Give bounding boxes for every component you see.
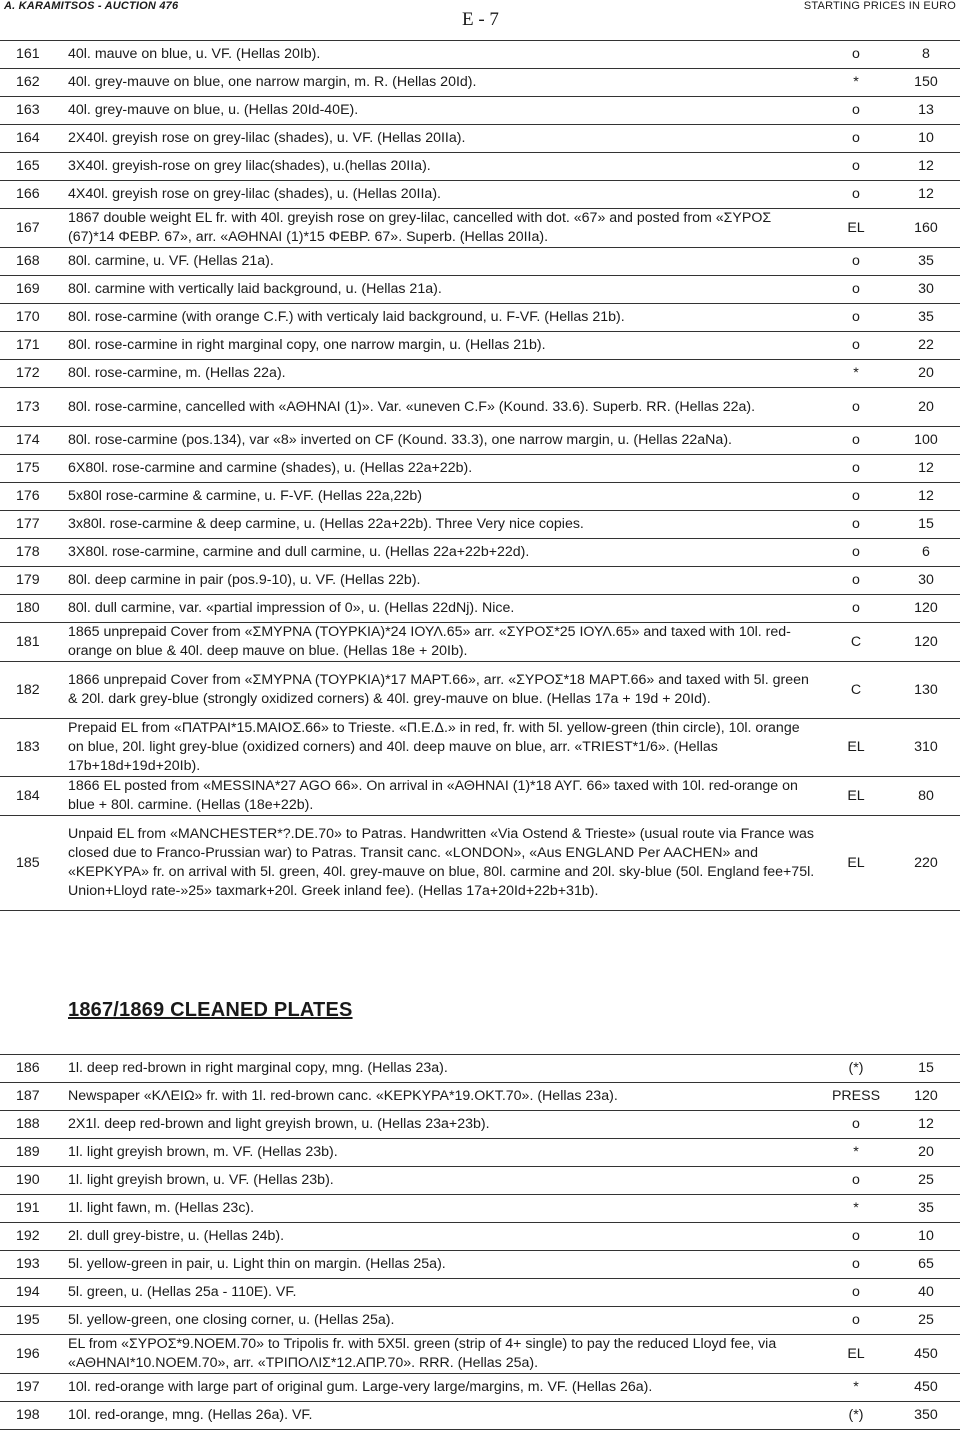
- lot-condition: C: [828, 623, 884, 662]
- lots-table-top: [0, 40, 960, 911]
- lot-number: 197: [0, 1374, 68, 1402]
- lot-description: 80l. rose-carmine (with orange C.F.) with verticaly laid background, u. F-VF. (Hellas 21b).: [68, 304, 828, 332]
- lot-description: 4X40l. greyish rose on grey-lilac (shades), u. (Hellas 20IIa).: [68, 181, 828, 209]
- lot-price: 6: [884, 539, 960, 567]
- table-row: [0, 153, 960, 181]
- lot-number: 186: [0, 1055, 68, 1083]
- table-row: [0, 719, 960, 777]
- section-title: 1867/1869 CLEANED PLATES: [68, 999, 353, 1021]
- lot-price: 130: [884, 662, 960, 719]
- table-row: [0, 1055, 960, 1083]
- lot-number: 166: [0, 181, 68, 209]
- lot-number: 183: [0, 719, 68, 777]
- lot-number: 172: [0, 360, 68, 388]
- table-row: [0, 1195, 960, 1223]
- lot-price: 10: [884, 1223, 960, 1251]
- lot-description: 40l. mauve on blue, u. VF. (Hellas 20Ib).: [68, 41, 828, 69]
- lot-number: 185: [0, 816, 68, 911]
- lot-condition: o: [828, 97, 884, 125]
- lot-condition: o: [828, 455, 884, 483]
- lot-price: 150: [884, 69, 960, 97]
- table-row: [0, 511, 960, 539]
- table-row: [0, 97, 960, 125]
- lot-price: 25: [884, 1167, 960, 1195]
- table-row: [0, 1111, 960, 1139]
- lot-condition: o: [828, 153, 884, 181]
- auction-title: A. KARAMITSOS - AUCTION 476: [4, 0, 179, 12]
- lot-description: 1l. light greyish brown, u. VF. (Hellas 23b).: [68, 1167, 828, 1195]
- lot-description: 1l. deep red-brown in right marginal copy, mng. (Hellas 23a).: [68, 1055, 828, 1083]
- lot-price: 220: [884, 816, 960, 911]
- lot-price: 65: [884, 1251, 960, 1279]
- lot-number: 192: [0, 1223, 68, 1251]
- lot-price: 12: [884, 455, 960, 483]
- lot-description: 1866 unprepaid Cover from «ΣΜΥΡΝΑ (ΤΟΥΡΚΙΑ)*17 ΜΑΡΤ.66», arr. «ΣΥΡΟΣ*18 ΜΑΡΤ.66» and taxed with 5l. green & 20l. dark grey-blue (strongly oxidized corners) & 40l. grey-mauve on blue. (Hellas 17a + 19d + 20Id).: [68, 662, 828, 719]
- lot-condition: o: [828, 276, 884, 304]
- lot-number: 191: [0, 1195, 68, 1223]
- lot-number: 175: [0, 455, 68, 483]
- lot-condition: o: [828, 1167, 884, 1195]
- lot-condition: *: [828, 1139, 884, 1167]
- lot-price: 450: [884, 1335, 960, 1374]
- lot-number: 187: [0, 1083, 68, 1111]
- table-row: [0, 1307, 960, 1335]
- lot-condition: o: [828, 304, 884, 332]
- lot-number: 180: [0, 595, 68, 623]
- lot-price: 30: [884, 567, 960, 595]
- table-row: [0, 1167, 960, 1195]
- lot-description: 1l. light fawn, m. (Hellas 23c).: [68, 1195, 828, 1223]
- lot-number: 188: [0, 1111, 68, 1139]
- table-row: [0, 455, 960, 483]
- lot-number: 169: [0, 276, 68, 304]
- lot-condition: o: [828, 41, 884, 69]
- page-number: E - 7: [462, 9, 499, 30]
- lot-condition: o: [828, 539, 884, 567]
- lot-condition: o: [828, 248, 884, 276]
- lot-price: 20: [884, 1139, 960, 1167]
- lot-number: 190: [0, 1167, 68, 1195]
- lot-price: 120: [884, 1083, 960, 1111]
- lot-condition: EL: [828, 1335, 884, 1374]
- lot-number: 176: [0, 483, 68, 511]
- lot-price: 12: [884, 483, 960, 511]
- lot-condition: o: [828, 1251, 884, 1279]
- lot-number: 196: [0, 1335, 68, 1374]
- lot-description: 10l. red-orange with large part of original gum. Large-very large/margins, m. VF. (Hellas 26a).: [68, 1374, 828, 1402]
- lot-condition: C: [828, 662, 884, 719]
- lot-number: 182: [0, 662, 68, 719]
- table-row: [0, 1279, 960, 1307]
- lot-number: 177: [0, 511, 68, 539]
- price-currency-note: STARTING PRICES IN EURO: [803, 0, 956, 12]
- lot-condition: o: [828, 125, 884, 153]
- table-row: [0, 662, 960, 719]
- lot-price: 10: [884, 125, 960, 153]
- lot-number: 184: [0, 777, 68, 816]
- lot-number: 174: [0, 427, 68, 455]
- lot-condition: o: [828, 388, 884, 427]
- table-row: [0, 41, 960, 69]
- lot-description: 10l. red-orange, mng. (Hellas 26a). VF.: [68, 1402, 828, 1430]
- lot-number: 162: [0, 69, 68, 97]
- lot-number: 161: [0, 41, 68, 69]
- lot-description: Unpaid EL from «MANCHESTER*?.DE.70» to Patras. Handwritten «Via Ostend & Trieste» (usual route via France was closed due to Franco-Prussian war) to Patras. Transit canc. «LONDON», «Aus ENGLAND Per AACHEN» and «ΚΕΡΚΥΡΑ» fr. on arrival with 5l. green, 40l. grey-mauve on blue, 80l. carmine and 20l. sky-blue (50l. England fee+75l. Union+Lloyd rate-»25» taxmark+20l. Greek inland fee). (Hellas 17a+20Id+22b+31b).: [68, 816, 828, 911]
- table-row: [0, 209, 960, 248]
- lot-description: 3X80l. rose-carmine, carmine and dull carmine, u. (Hellas 22a+22b+22d).: [68, 539, 828, 567]
- lot-description: Newspaper «ΚΛΕΙΩ» fr. with 1l. red-brown canc. «ΚΕΡΚΥΡΑ*19.ΟΚΤ.70». (Hellas 23a).: [68, 1083, 828, 1111]
- lot-price: 80: [884, 777, 960, 816]
- lot-description: 80l. rose-carmine in right marginal copy, one narrow margin, u. (Hellas 21b).: [68, 332, 828, 360]
- lot-number: 193: [0, 1251, 68, 1279]
- lot-description: 6X80l. rose-carmine and carmine (shades), u. (Hellas 22a+22b).: [68, 455, 828, 483]
- lot-description: 1866 EL posted from «MESSINA*27 AGO 66». On arrival in «ΑΘΗΝΑΙ (1)*18 ΑΥΓ. 66» taxed with 10l. red-orange on blue + 80l. carmine. (Hellas (18e+22b).: [68, 777, 828, 816]
- lot-condition: o: [828, 595, 884, 623]
- lot-description: 80l. dull carmine, var. «partial impression of 0», u. (Hellas 22dNj). Nice.: [68, 595, 828, 623]
- lot-condition: o: [828, 1223, 884, 1251]
- lot-description: 1867 double weight EL fr. with 40l. greyish rose on grey-lilac, cancelled with dot. «67» and posted from «ΣΥΡΟΣ (67)*14 ΦΕΒΡ. 67», arr. «ΑΘΗΝΑΙ (1)*15 ΦΕΒΡ. 67». Superb. (Hellas 20IIa).: [68, 209, 828, 248]
- table-row: [0, 181, 960, 209]
- lot-condition: o: [828, 1111, 884, 1139]
- lot-number: 178: [0, 539, 68, 567]
- lot-description: 5l. green, u. (Hellas 25a - 110E). VF.: [68, 1279, 828, 1307]
- lot-description: 5x80l rose-carmine & carmine, u. F-VF. (Hellas 22a,22b): [68, 483, 828, 511]
- lot-description: 80l. rose-carmine (pos.134), var «8» inverted on CF (Kound. 33.3), one narrow margin, u. (Hellas 22aNa).: [68, 427, 828, 455]
- lot-condition: o: [828, 427, 884, 455]
- lot-condition: (*): [828, 1402, 884, 1430]
- lot-price: 20: [884, 360, 960, 388]
- lot-description: 80l. rose-carmine, m. (Hellas 22a).: [68, 360, 828, 388]
- lot-description: 40l. grey-mauve on blue, one narrow margin, m. R. (Hellas 20Id).: [68, 69, 828, 97]
- table-row: [0, 1335, 960, 1374]
- table-row: [0, 567, 960, 595]
- lot-price: 35: [884, 1195, 960, 1223]
- lot-description: 3X40l. greyish-rose on grey lilac(shades), u.(hellas 20IIa).: [68, 153, 828, 181]
- lot-description: 80l. carmine, u. VF. (Hellas 21a).: [68, 248, 828, 276]
- table-row: [0, 1251, 960, 1279]
- lot-condition: *: [828, 360, 884, 388]
- lot-price: 12: [884, 1111, 960, 1139]
- lot-description: 5l. yellow-green, one closing corner, u. (Hellas 25a).: [68, 1307, 828, 1335]
- lot-price: 20: [884, 388, 960, 427]
- lot-number: 168: [0, 248, 68, 276]
- table-row: [0, 483, 960, 511]
- table-row: [0, 1374, 960, 1402]
- table-row: [0, 1139, 960, 1167]
- table-row: [0, 332, 960, 360]
- lot-number: 179: [0, 567, 68, 595]
- lot-price: 120: [884, 595, 960, 623]
- lot-price: 22: [884, 332, 960, 360]
- lot-condition: o: [828, 1307, 884, 1335]
- table-row: [0, 125, 960, 153]
- lot-description: 80l. deep carmine in pair (pos.9-10), u. VF. (Hellas 22b).: [68, 567, 828, 595]
- lot-description: 40l. grey-mauve on blue, u. (Hellas 20Id-40E).: [68, 97, 828, 125]
- lot-condition: PRESS: [828, 1083, 884, 1111]
- lot-description: 2X1l. deep red-brown and light greyish brown, u. (Hellas 23a+23b).: [68, 1111, 828, 1139]
- lot-price: 12: [884, 153, 960, 181]
- lot-number: 194: [0, 1279, 68, 1307]
- page-header: [0, 0, 960, 40]
- lot-price: 100: [884, 427, 960, 455]
- lot-price: 15: [884, 511, 960, 539]
- table-row: [0, 1083, 960, 1111]
- table-row: [0, 1223, 960, 1251]
- lot-description: 80l. rose-carmine, cancelled with «ΑΘΗΝΑΙ (1)». Var. «uneven C.F» (Kound. 33.6). Superb. RR. (Hellas 22a).: [68, 388, 828, 427]
- table-row: [0, 816, 960, 911]
- lot-description: 1865 unprepaid Cover from «ΣΜΥΡΝΑ (ΤΟΥΡΚΙΑ)*24 ΙΟΥΛ.65» arr. «ΣΥΡΟΣ*25 ΙΟΥΛ.65» and taxed with 10l. red-orange on blue & 40l. deep mauve on blue. (Hellas 18e + 20Ib).: [68, 623, 828, 662]
- lot-condition: o: [828, 332, 884, 360]
- lot-price: 35: [884, 248, 960, 276]
- lot-condition: o: [828, 567, 884, 595]
- lot-price: 120: [884, 623, 960, 662]
- lot-condition: o: [828, 511, 884, 539]
- table-row: [0, 777, 960, 816]
- table-row: [0, 539, 960, 567]
- lot-price: 30: [884, 276, 960, 304]
- table-row: [0, 69, 960, 97]
- lot-number: 170: [0, 304, 68, 332]
- lot-number: 173: [0, 388, 68, 427]
- lots-table-bottom: [0, 1054, 960, 1430]
- lot-price: 160: [884, 209, 960, 248]
- table-row: [0, 623, 960, 662]
- lot-condition: o: [828, 181, 884, 209]
- table-row: [0, 595, 960, 623]
- table-row: [0, 248, 960, 276]
- lot-condition: o: [828, 1279, 884, 1307]
- lot-price: 350: [884, 1402, 960, 1430]
- lot-condition: EL: [828, 816, 884, 911]
- table-row: [0, 1402, 960, 1430]
- lot-price: 35: [884, 304, 960, 332]
- lot-description: 3x80l. rose-carmine & deep carmine, u. (Hellas 22a+22b). Three Very nice copies.: [68, 511, 828, 539]
- lot-description: 80l. carmine with vertically laid background, u. (Hellas 21a).: [68, 276, 828, 304]
- lot-description: Prepaid EL from «ΠΑΤΡΑΙ*15.ΜΑΙΟΣ.66» to Trieste. «Π.Ε.Δ.» in red, fr. with 5l. yellow-green (thin circle), 10l. orange on blue, 20l. light grey-blue (oxidized corners) and 40l. deep mauve on blue, arr. «TRIEST*1/6». (Hellas 17b+18d+19d+20Ib).: [68, 719, 828, 777]
- lot-number: 167: [0, 209, 68, 248]
- lot-condition: EL: [828, 719, 884, 777]
- lot-number: 181: [0, 623, 68, 662]
- lot-price: 12: [884, 181, 960, 209]
- lot-condition: o: [828, 483, 884, 511]
- table-row: [0, 388, 960, 427]
- table-row: [0, 276, 960, 304]
- lot-description: 2l. dull grey-bistre, u. (Hellas 24b).: [68, 1223, 828, 1251]
- lot-price: 40: [884, 1279, 960, 1307]
- lot-price: 15: [884, 1055, 960, 1083]
- lot-number: 195: [0, 1307, 68, 1335]
- lot-condition: *: [828, 69, 884, 97]
- lot-price: 25: [884, 1307, 960, 1335]
- lot-condition: (*): [828, 1055, 884, 1083]
- lot-price: 8: [884, 41, 960, 69]
- lot-description: EL from «ΣΥΡΟΣ*9.ΝΟΕΜ.70» to Tripolis fr. with 5X5l. green (strip of 4+ single) to pay the reduced Lloyd fee, via «ΑΘΗΝΑΙ*10.ΝΟΕΜ.70», arr. «ΤΡΙΠΟΛΙΣ*12.ΑΠΡ.70». RRR. (Hellas 25a).: [68, 1335, 828, 1374]
- lot-condition: *: [828, 1374, 884, 1402]
- table-row: [0, 304, 960, 332]
- lot-condition: EL: [828, 777, 884, 816]
- table-row: [0, 360, 960, 388]
- lot-price: 310: [884, 719, 960, 777]
- lot-number: 163: [0, 97, 68, 125]
- lot-description: 5l. yellow-green in pair, u. Light thin on margin. (Hellas 25a).: [68, 1251, 828, 1279]
- lot-price: 450: [884, 1374, 960, 1402]
- lot-description: 2X40l. greyish rose on grey-lilac (shades), u. VF. (Hellas 20IIa).: [68, 125, 828, 153]
- lot-condition: *: [828, 1195, 884, 1223]
- lot-number: 164: [0, 125, 68, 153]
- lot-number: 198: [0, 1402, 68, 1430]
- lot-number: 165: [0, 153, 68, 181]
- lot-price: 13: [884, 97, 960, 125]
- table-row: [0, 427, 960, 455]
- lot-description: 1l. light greyish brown, m. VF. (Hellas 23b).: [68, 1139, 828, 1167]
- lot-number: 189: [0, 1139, 68, 1167]
- lot-number: 171: [0, 332, 68, 360]
- lot-condition: EL: [828, 209, 884, 248]
